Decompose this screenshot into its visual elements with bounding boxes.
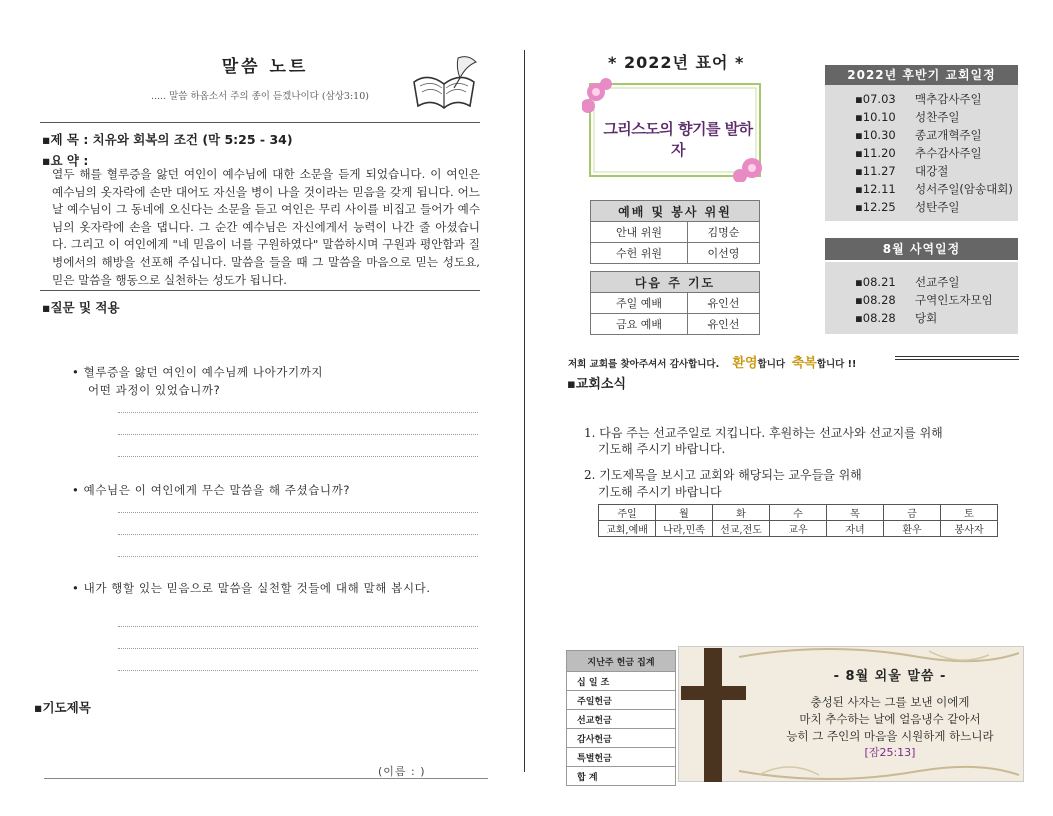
topic-day: 화 bbox=[713, 505, 770, 521]
topic-day: 토 bbox=[941, 505, 998, 521]
answer-line bbox=[118, 434, 478, 435]
service-role: 안내 위원 bbox=[591, 222, 688, 243]
service-person: 김명순 bbox=[687, 222, 759, 243]
offering-row: 감사헌금 bbox=[567, 729, 676, 748]
topic-item: 나라,민족 bbox=[656, 521, 713, 537]
topic-day: 월 bbox=[656, 505, 713, 521]
news-item-2-cont: 기도해 주시기 바랍니다 bbox=[598, 485, 722, 499]
topic-item: 자녀 bbox=[827, 521, 884, 537]
sermon-title: ▪제 목 : 치유와 회복의 조건 (막 5:25 - 34) bbox=[42, 132, 293, 147]
welcome-line: 저희 교회를 찾아주셔서 감사합니다. 환영합니다 축복합니다 !! bbox=[568, 356, 857, 371]
schedule-header: 2022년 후반기 교회일정 bbox=[825, 65, 1018, 85]
prayer-topics-table bbox=[598, 504, 998, 537]
service-person: 이선영 bbox=[687, 243, 759, 264]
footer-rule bbox=[44, 778, 488, 779]
page-divider bbox=[524, 50, 525, 772]
ministry-header: 8월 사역일정 bbox=[825, 238, 1018, 260]
verse-reference: [잠25:13] bbox=[864, 746, 916, 759]
answer-line bbox=[118, 512, 478, 513]
verse-title: - 8월 외울 말씀 - bbox=[833, 669, 947, 684]
verse-line: 능히 그 주인의 마음을 시원하게 하느니라 bbox=[786, 729, 994, 743]
open-book-icon bbox=[408, 52, 480, 114]
qa-label: ▪질문 및 적용 bbox=[42, 300, 120, 315]
prayer-header: 다음 주 기도 bbox=[591, 272, 760, 293]
prayer-service: 주일 예배 bbox=[591, 293, 688, 314]
news-label: ▪교회소식 bbox=[567, 377, 627, 392]
question-1-cont: 어떤 과정이 있었습니까? bbox=[88, 383, 221, 397]
service-header: 예배 및 봉사 위원 bbox=[591, 201, 760, 222]
offering-row: 특별헌금 bbox=[567, 748, 676, 767]
verse-line: 마치 추수하는 날에 얼음냉수 같아서 bbox=[799, 712, 981, 726]
question-2: • 예수님은 이 여인에게 무슨 말씀을 해 주셨습니까? bbox=[72, 483, 351, 497]
topic-day: 수 bbox=[770, 505, 827, 521]
news-item-1: 1. 다음 주는 선교주일로 지킵니다. 후원하는 선교사와 선교지를 위해 bbox=[584, 426, 943, 440]
answer-line bbox=[118, 456, 478, 457]
schedule-item: ▪07.03 맥추감사주일 bbox=[855, 92, 982, 106]
offering-row: 십 일 조 bbox=[567, 672, 676, 691]
news-item-1-cont: 기도해 주시기 바랍니다. bbox=[598, 442, 726, 456]
schedule-item: ▪11.27 대강절 bbox=[855, 164, 949, 178]
topic-item: 선교,전도 bbox=[713, 521, 770, 537]
prayer-table bbox=[590, 271, 760, 335]
schedule-item: ▪12.25 성탄주일 bbox=[855, 200, 960, 214]
name-label: (이름 : ) bbox=[378, 765, 426, 778]
news-item-2: 2. 기도제목을 보시고 교회와 해당되는 교우들을 위해 bbox=[584, 468, 862, 482]
ministry-item: ▪08.21 선교주일 bbox=[855, 275, 960, 289]
topic-item: 봉사자 bbox=[941, 521, 998, 537]
schedule-list bbox=[825, 85, 1018, 221]
prayer-label: ▪기도제목 bbox=[34, 700, 91, 715]
answer-line bbox=[118, 670, 478, 671]
topic-day: 목 bbox=[827, 505, 884, 521]
answer-line bbox=[118, 534, 478, 535]
question-3: • 내가 행할 있는 믿음으로 말씀을 실천할 것들에 대해 말해 봅시다. bbox=[72, 581, 431, 595]
topic-item: 환우 bbox=[884, 521, 941, 537]
welcome-rule bbox=[895, 356, 1019, 360]
offering-table bbox=[566, 650, 676, 786]
note-title: 말씀 노트 bbox=[221, 57, 309, 77]
note-subtitle: ..... 말씀 하옵소서 주의 종이 듣겠나이다 (삼상3:10) bbox=[151, 91, 369, 102]
topic-day: 금 bbox=[884, 505, 941, 521]
ministry-list bbox=[825, 262, 1018, 334]
service-table bbox=[590, 200, 760, 264]
offering-header: 지난주 헌금 집계 bbox=[567, 651, 676, 672]
offering-row: 주일헌금 bbox=[567, 691, 676, 710]
prayer-person: 유인선 bbox=[687, 314, 759, 335]
ministry-item: ▪08.28 당회 bbox=[855, 311, 938, 325]
question-1: • 혈루증을 앓던 여인이 예수님께 나아가기까지 bbox=[72, 365, 324, 379]
cross-icon bbox=[704, 648, 722, 782]
topic-item: 교우 bbox=[770, 521, 827, 537]
cross-icon-bar bbox=[681, 686, 746, 700]
motto-title: * 2022년 표어 * bbox=[608, 53, 745, 72]
topic-day: 주일 bbox=[599, 505, 656, 521]
prayer-person: 유인선 bbox=[687, 293, 759, 314]
answer-line bbox=[118, 412, 478, 413]
schedule-item: ▪10.10 성찬주일 bbox=[855, 110, 960, 124]
summary-text: 열두 해를 혈루증을 앓던 여인이 예수님에 대한 소문을 듣게 되었습니다. 이 여인은 예수님의 옷자락에 손만 대어도 자신을 병이 나을 것이라는 믿음을 갖게 됩니다. 어느 날 예수님이 그 동네에 오신다는 소문을 듣고 여인은 무리 사이를 비집고 들어가 예수님의 옷자락에 손을 댑니다. 그 순간 예수님은 자신에게서 능력이 나간 줄 아셨습니다. 그리고 이 여인에게 "네 믿음이 너를 구원하였다" 말씀하시며 구원과 평안함과 질병에서의 해방을 선포해 주십니다. 말씀을 들을 때 그 말씀을 마음으로 믿는 성도요, 믿은 말씀을 행동으로 실천하는 성도가 됩니다. bbox=[52, 167, 480, 287]
header-rule bbox=[40, 122, 480, 123]
schedule-item: ▪11.20 추수감사주일 bbox=[855, 146, 982, 160]
motto-text: 그리스도의 향기를 발하자 bbox=[603, 120, 753, 159]
service-role: 수헌 위원 bbox=[591, 243, 688, 264]
verse-line: 충성된 사자는 그를 보낸 이에게 bbox=[810, 695, 970, 709]
prayer-service: 금요 예배 bbox=[591, 314, 688, 335]
offering-row: 선교헌금 bbox=[567, 710, 676, 729]
offering-row: 합 계 bbox=[567, 767, 676, 786]
summary-rule bbox=[40, 290, 480, 291]
answer-line bbox=[118, 556, 478, 557]
answer-line bbox=[118, 626, 478, 627]
schedule-item: ▪10.30 종교개혁주일 bbox=[855, 128, 982, 142]
ministry-item: ▪08.28 구역인도자모임 bbox=[855, 293, 993, 307]
answer-line bbox=[118, 648, 478, 649]
topic-item: 교회,예배 bbox=[599, 521, 656, 537]
schedule-item: ▪12.11 성서주일(암송대회) bbox=[855, 182, 1013, 196]
summary-label: ▪요 약 : bbox=[42, 153, 89, 168]
